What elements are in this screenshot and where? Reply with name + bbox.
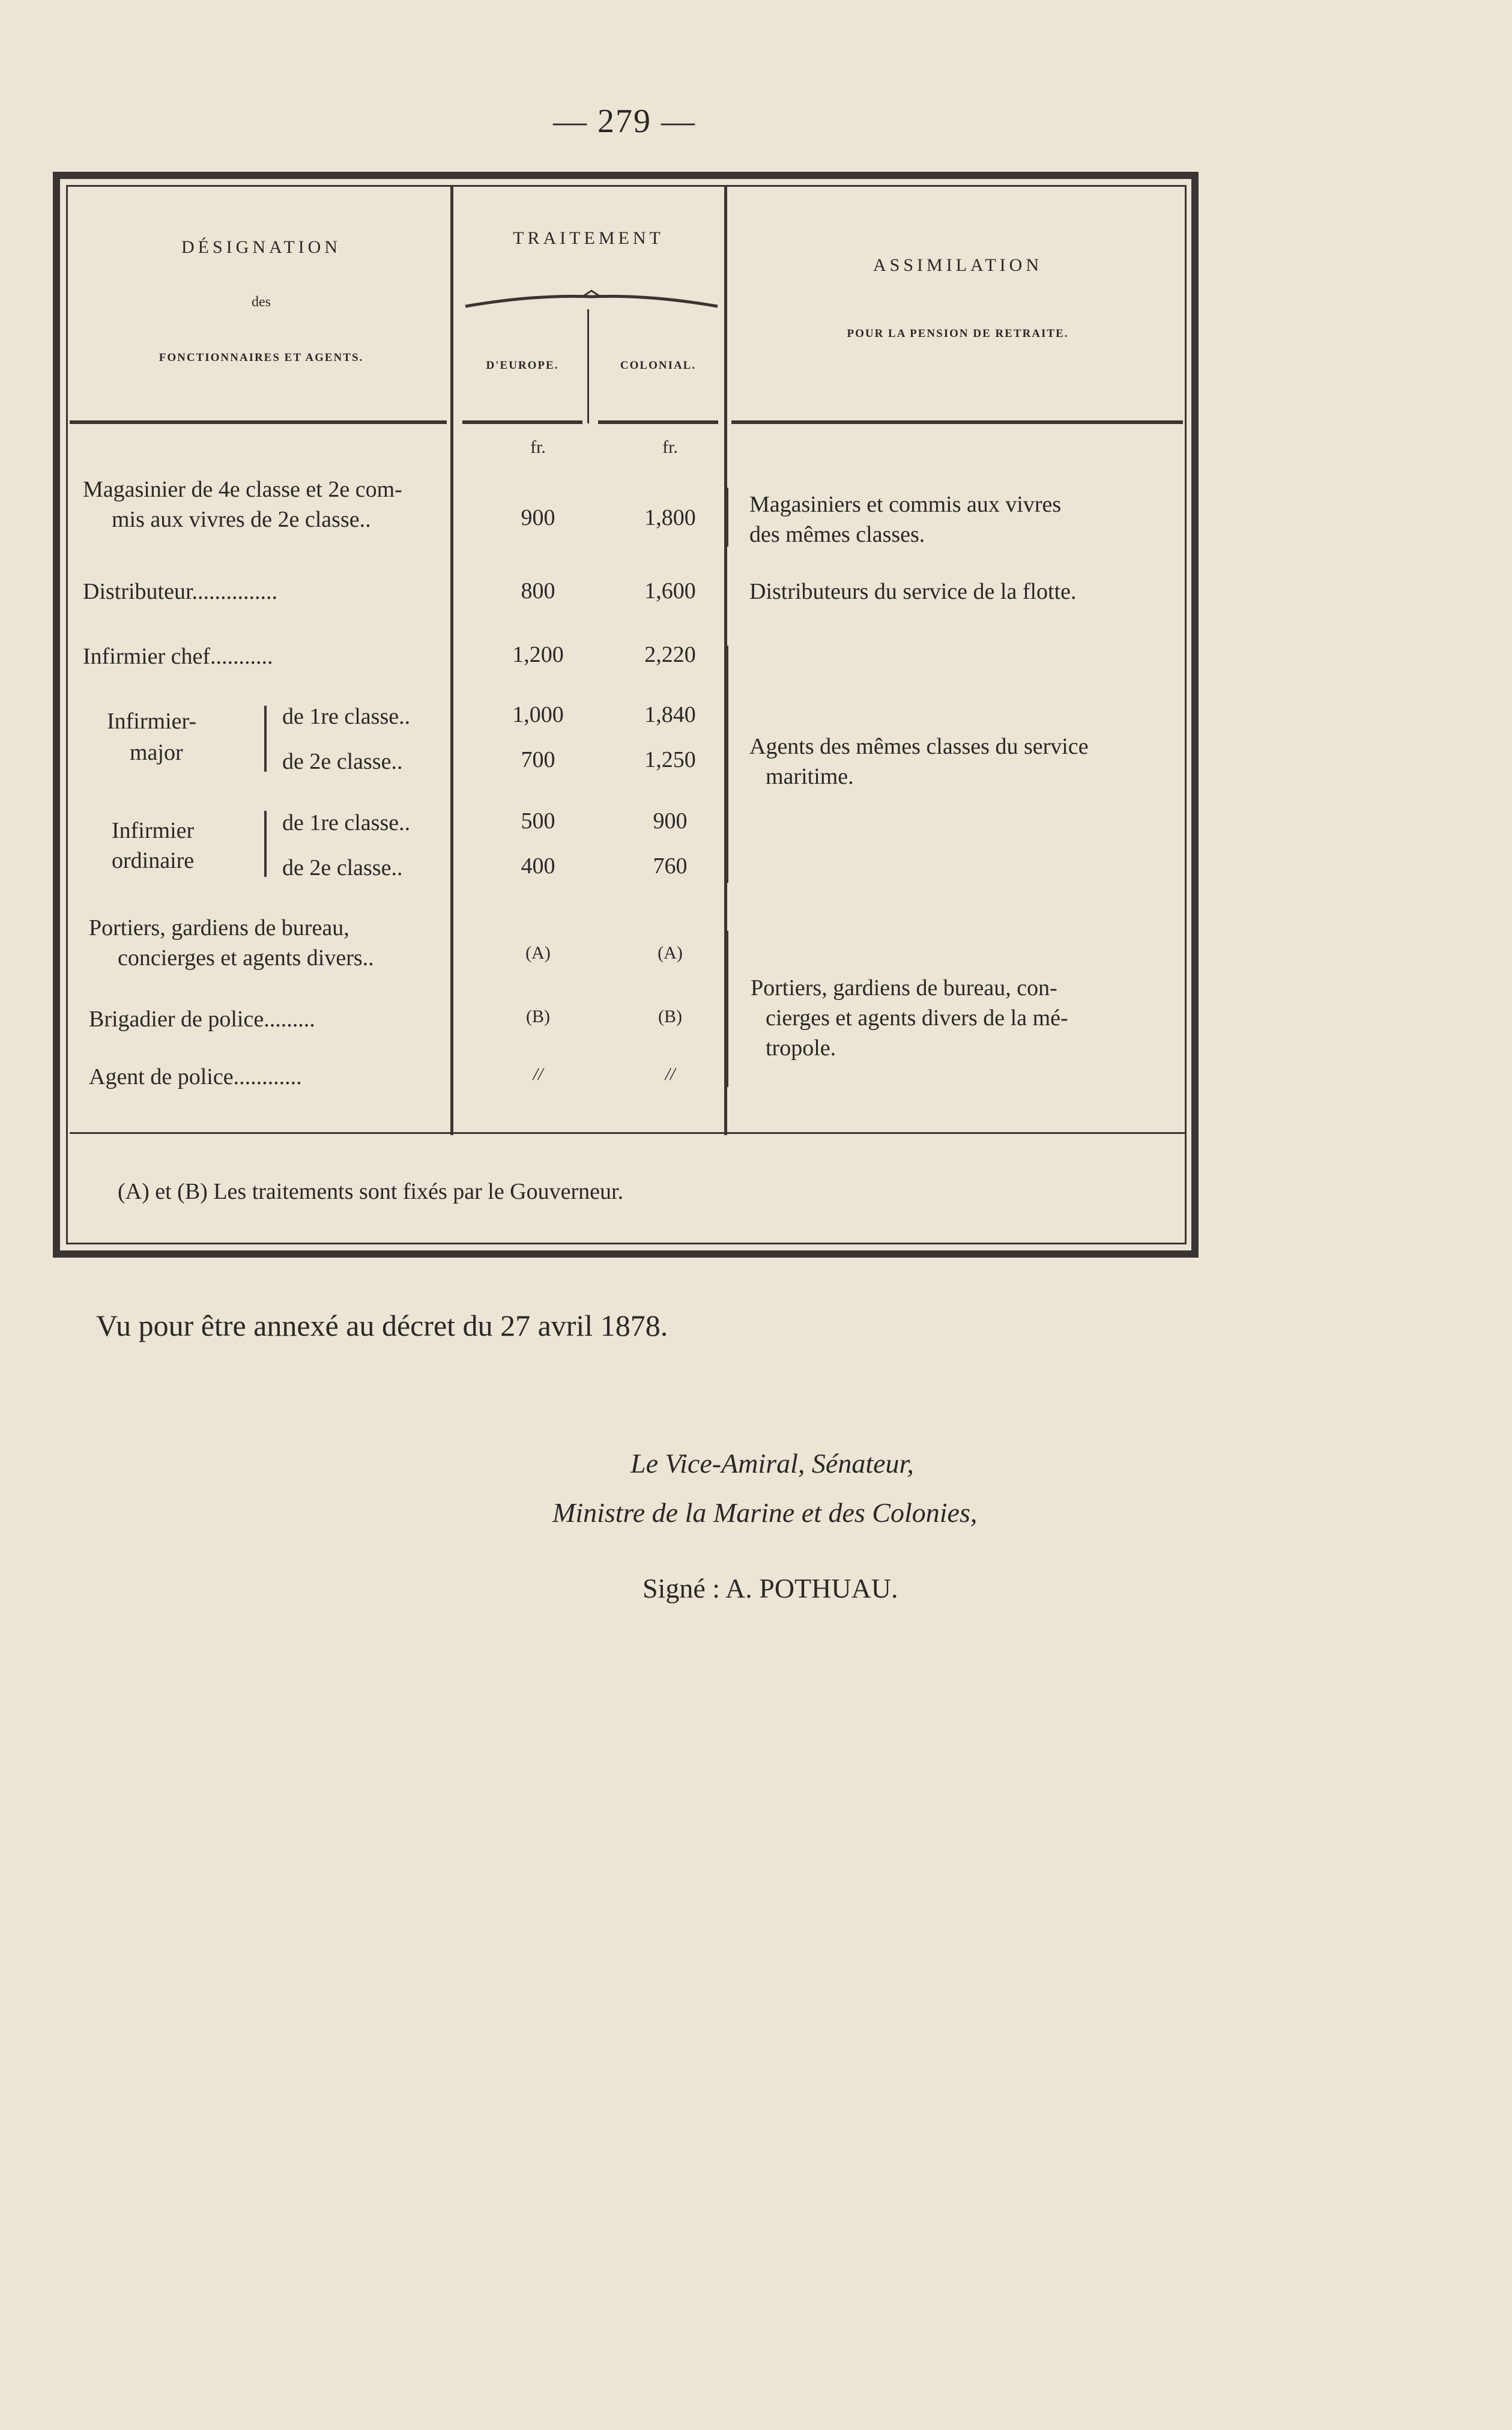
header-designation: DÉSIGNATION (181, 237, 341, 257)
asim-magasinier-2: des mêmes classes. (749, 522, 925, 547)
brace-inf-ord (264, 811, 267, 877)
row-inf-ord-class1: de 1re classe.. (282, 810, 411, 835)
asim-infirmiers-2: maritime. (766, 764, 854, 789)
col-divider-1 (450, 186, 453, 1135)
header-assimilation-sub: POUR LA PENSION DE RETRAITE. (847, 327, 1069, 340)
row-agent-police: Agent de police............ (89, 1064, 302, 1089)
asim-infirmiers-1: Agents des mêmes classes du service (749, 734, 1089, 759)
row-inf-major-label-b: major (130, 740, 183, 765)
brace-portiers (725, 931, 728, 1087)
row-distributeur-colonial: 1,600 (644, 578, 696, 604)
header-assimilation: ASSIMILATION (873, 255, 1042, 275)
header-rule-2 (462, 420, 582, 424)
row-inf-major-c1-colonial: 1,840 (644, 702, 696, 727)
row-portiers-line2: concierges et agents divers.. (118, 945, 374, 971)
header-rule-1 (70, 420, 447, 424)
signature-title: Le Vice-Amiral, Sénateur, (631, 1448, 914, 1479)
brace-inf-major (264, 706, 267, 772)
asim-distributeur: Distributeurs du service de la flotte. (749, 579, 1077, 604)
row-magasinier-colonial: 1,800 (644, 505, 696, 530)
row-brigadier-colonial: (B) (658, 1007, 682, 1026)
row-magasinier-line2: mis aux vivres de 2e classe.. (112, 507, 371, 532)
asim-portiers-3: tropole. (766, 1035, 836, 1061)
header-designation-des: des (252, 294, 271, 310)
row-inf-major-label-a: Infirmier- (107, 709, 197, 734)
header-colonial: COLONIAL. (620, 359, 697, 372)
header-designation-sub: FONCTIONNAIRES ET AGENTS. (159, 351, 364, 364)
row-magasinier-europe: 900 (521, 505, 555, 530)
col-divider-sub (587, 309, 589, 423)
row-agent-colonial: // (665, 1064, 676, 1084)
page-number: — 279 — (553, 103, 696, 140)
unit-colonial: fr. (662, 437, 678, 457)
row-brigadier-europe: (B) (526, 1007, 550, 1026)
row-inf-ord-label-b: ordinaire (112, 848, 195, 873)
header-europe: D'EUROPE. (486, 359, 559, 372)
header-rule-4 (731, 420, 1183, 424)
asim-portiers-2: cierges et agents divers de la mé- (766, 1005, 1068, 1031)
traitement-brace (462, 288, 721, 312)
footnote-rule (70, 1132, 1187, 1134)
row-infirmier-chef-europe: 1,200 (512, 642, 564, 667)
row-inf-ord-class2: de 2e classe.. (282, 855, 403, 880)
row-inf-ord-c1-colonial: 900 (653, 808, 688, 834)
row-portiers-colonial: (A) (658, 943, 683, 963)
unit-europe: fr. (530, 437, 546, 457)
header-rule-3 (598, 420, 718, 424)
footnote: (A) et (B) Les traitements sont fixés par le Gouverneur. (118, 1179, 624, 1204)
row-infirmier-chef-colonial: 2,220 (644, 642, 696, 667)
row-brigadier: Brigadier de police......... (89, 1007, 315, 1032)
row-inf-major-c2-europe: 700 (521, 747, 555, 772)
brace-magasinier (725, 488, 728, 547)
row-distributeur-europe: 800 (521, 578, 555, 604)
signature-name: Signé : A. POTHUAU. (643, 1573, 898, 1604)
row-inf-ord-c2-colonial: 760 (653, 853, 688, 879)
asim-magasinier-1: Magasiniers et commis aux vivres (749, 492, 1062, 517)
row-portiers-europe: (A) (525, 943, 551, 963)
row-inf-ord-label-a: Infirmier (112, 818, 195, 843)
row-inf-major-class2: de 2e classe.. (282, 749, 403, 774)
annex-statement: Vu pour être annexé au décret du 27 avril 1878. (96, 1309, 668, 1342)
row-inf-major-class1: de 1re classe.. (282, 704, 411, 729)
row-infirmier-chef: Infirmier chef........... (83, 644, 273, 669)
brace-infirmiers (725, 646, 728, 883)
row-agent-europe: // (533, 1064, 543, 1084)
row-inf-major-c1-europe: 1,000 (512, 702, 564, 727)
signature-ministry: Ministre de la Marine et des Colonies, (552, 1497, 978, 1528)
row-inf-major-c2-colonial: 1,250 (644, 747, 696, 772)
row-inf-ord-c2-europe: 400 (521, 853, 555, 879)
row-magasinier-line1: Magasinier de 4e classe et 2e com- (83, 477, 402, 502)
header-traitement: TRAITEMENT (513, 228, 664, 248)
asim-portiers-1: Portiers, gardiens de bureau, con- (751, 975, 1057, 1001)
row-distributeur: Distributeur............... (83, 579, 278, 604)
row-inf-ord-c1-europe: 500 (521, 808, 555, 834)
row-portiers-line1: Portiers, gardiens de bureau, (89, 915, 349, 941)
